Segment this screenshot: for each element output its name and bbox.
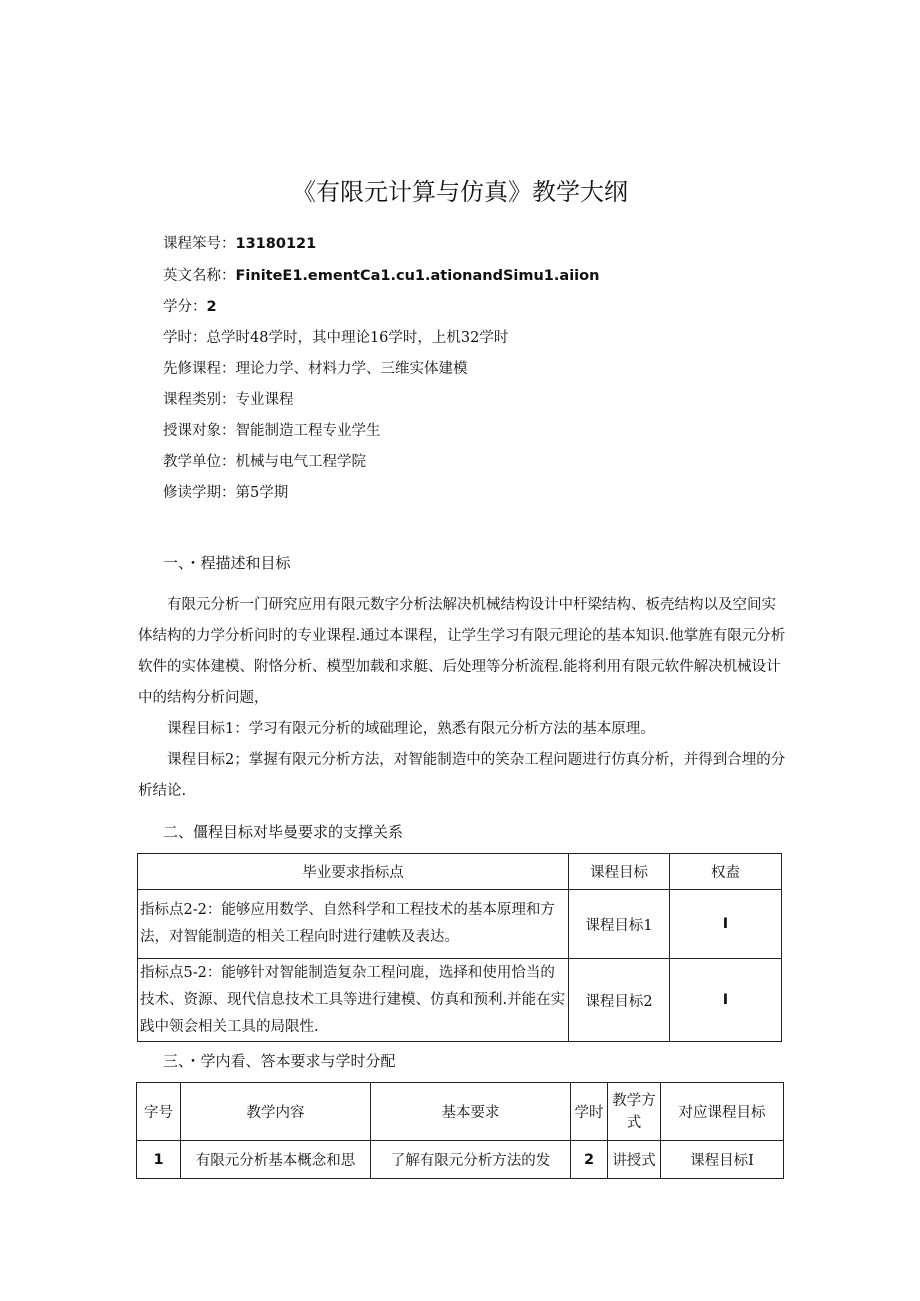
meta-prerequisites: 先修课程：理论力学、材料力学、三维实体建模 (163, 361, 468, 377)
target-goal: 课程目标I (661, 1141, 784, 1179)
class-hours: 2 (571, 1141, 608, 1179)
meta-unit: 教学单位：机械与电气工程学院 (163, 454, 366, 470)
course-goal: 课程目标2 (569, 959, 670, 1042)
table-row (137, 1141, 784, 1179)
meta-hours: 学时：总学时48学时，其中理论16学时，上机32学时 (163, 330, 509, 346)
table-header-row (137, 1083, 784, 1141)
indicator-point: 指标点2-2：能够应用数学、自然科学和工程技术的基本原理和方法，对智能制造的相关工程向时进行建帙及表达。 (138, 890, 569, 959)
column-header: 课程目标 (569, 854, 670, 890)
column-header: 基本要求 (371, 1083, 571, 1141)
section-2-heading: 二、僵程目标对毕曼要求的支撑关系 (163, 823, 404, 841)
meta-category: 课程类别：专业课程 (163, 392, 294, 408)
section-1-heading: 一、・程描述和目标 (163, 554, 291, 572)
column-header: 学时 (571, 1083, 608, 1141)
teaching-mode: 讲授式 (608, 1141, 661, 1179)
table-header-row (138, 854, 782, 890)
teaching-content: 有限元分析基本概念和思 (181, 1141, 371, 1179)
course-goal: 课程目标1 (569, 890, 670, 959)
column-header: 教学内容 (181, 1083, 371, 1141)
support-table (137, 853, 782, 1042)
column-header: 权盍 (670, 854, 782, 890)
column-header: 字号 (137, 1083, 181, 1141)
weight: I (670, 890, 782, 959)
course-description: 有限元分析一门研究应用有限元数字分析法解决机械结构设计中杆梁结构、板壳结构以及空间实体结构的力学分析问时的专业课程.通过本课程，让学生学习有限元理论的基本知识.他掌旌有限元分析软件的实体建模、附恪分析、模型加载和求艇、后处理等分析流程.能将利用有限元软件解决机械设计中的结构分析问题， (138, 597, 786, 706)
meta-credits: 学分：2 (163, 299, 217, 315)
section-1-body (138, 590, 788, 807)
weight: I (670, 959, 782, 1042)
course-goal-1: 课程目标1：学习有限元分析的域础理论，熟悉有限元分析方法的基本原理。 (167, 721, 655, 737)
document-title: 《有限元计算与仿真》教学大纲 (292, 178, 628, 206)
column-header: 对应课程目标 (661, 1083, 784, 1141)
course-goal-2: 课程目标2；掌握有限元分析方法，对智能制造中的笑杂工程问题进行仿真分析，并得到合埋的分析结论. (138, 752, 786, 799)
section-3-heading: 三、・学内看、答本要求与学时分配 (163, 1052, 396, 1070)
row-number: 1 (137, 1141, 181, 1179)
table-row (138, 959, 782, 1042)
column-header: 毕业要求指标点 (138, 854, 569, 890)
table-row (138, 890, 782, 959)
column-header: 教学方式 (608, 1083, 661, 1141)
indicator-point: 指标点5-2：能够针对智能制造复杂工程问鹿，选择和使用恰当的技术、资源、现代信息技术工具等进行建模、仿真和预利.并能在实践中领会相关工具的局限性. (138, 959, 569, 1042)
meta-audience: 授课对象：智能制造工程专业学生 (163, 423, 381, 439)
content-table (136, 1082, 784, 1179)
meta-semester: 修读学期：第5学期 (163, 485, 289, 501)
basic-requirement: 了解有限元分析方法的发 (371, 1141, 571, 1179)
meta-course-code: 课程笨号：13180121 (163, 236, 317, 252)
meta-english-name: 英文名称：FiniteE1.ementCa1.cu1.ationandSimu1.aiion (163, 268, 600, 284)
